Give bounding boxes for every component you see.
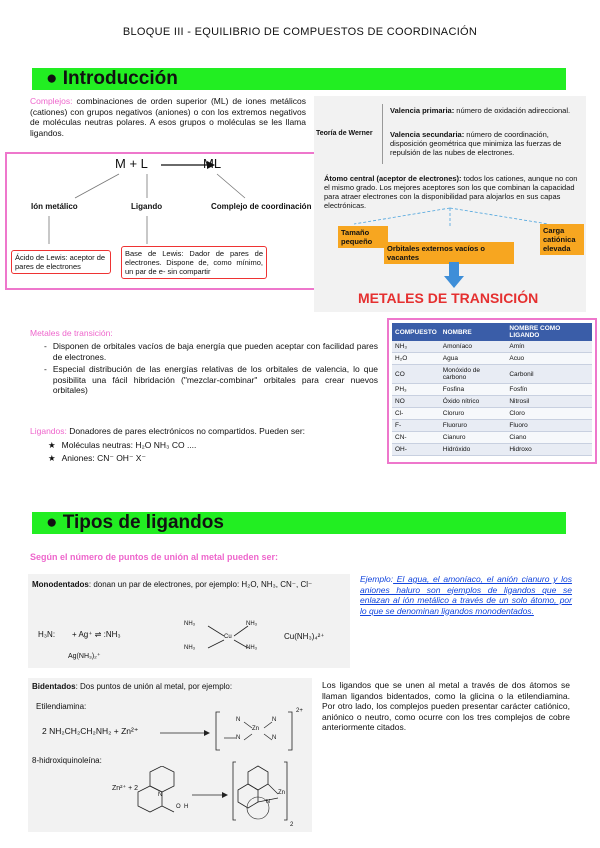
mono-complex-formula: Cu(NH₃)₄²⁺ <box>284 632 325 641</box>
ligandos-paragraph: Ligandos: Donadores de pares electrónicos no compartidos. Pueden ser: <box>30 426 306 436</box>
etilendiamina-label: Etilendiamina: <box>36 702 87 711</box>
mono-eq-sub: Ag(NH₃)₂⁺ <box>68 653 101 660</box>
monodentados-panel <box>28 574 350 668</box>
monodentados-text: Monodentados: donan un par de electrones, por ejemplo: H₂O, NH₃, CN⁻, Cl⁻ <box>32 580 313 589</box>
ligand-table-box <box>387 318 597 464</box>
orbitales-box: Orbitales externos vacíos o vacantes <box>384 242 514 264</box>
cu-ligand: NH₃ <box>184 645 196 651</box>
equation-right: ML <box>203 156 222 171</box>
section-title-tipos: ● Tipos de ligandos <box>32 512 566 534</box>
werner-panel <box>314 96 586 312</box>
table-row: PH₃ Fosfina Fosfín <box>392 384 592 396</box>
ligand-table <box>392 323 592 456</box>
cu-ligand: NH₃ <box>246 621 258 627</box>
tamano-box: Tamaño pequeño <box>338 226 388 248</box>
mono-eq-left: H₃N: <box>38 630 56 639</box>
o-atom: O <box>176 804 181 810</box>
metales-list <box>44 341 378 396</box>
cu-ligand: NH₃ <box>246 645 258 651</box>
lewis-base-box: Base de Lewis: Dador de pares de electrones. Dispone de, como mínimo, un par de e- sin compartir <box>121 246 267 279</box>
werner-divider <box>382 104 383 164</box>
n-atom: N <box>158 792 163 798</box>
valencia-primaria: Valencia primaria: número de oxidación adireccional. <box>390 106 571 115</box>
n-atom: N <box>236 735 241 741</box>
h-atom: H <box>184 804 189 810</box>
complejos-diagram <box>5 152 321 290</box>
ejemplo-paragraph: Ejemplo: El agua, el amoníaco, el anión cianuro y los aniones haluro son ejemplos de ligandos que se enlazan al ión metálico a través de un solo átomo, por lo que se denominan ligandos monodentados. <box>360 574 572 616</box>
ligandos-item: ★ Moléculas neutras: H₂O NH₃ CO .... <box>48 440 197 450</box>
charge-label: 2+ <box>296 708 303 714</box>
table-row: NH₃ Amoníaco Amín <box>392 341 592 353</box>
hidroxi-label: 8-hidroxiquinoleína: <box>32 756 102 765</box>
metales-transicion-title: METALES DE TRANSICIÓN <box>358 290 539 306</box>
bidentados-text: Bidentados: Dos puntos de unión al metal, por ejemplo: <box>32 682 233 691</box>
ion-metalico-label: Ión metálico <box>31 202 78 211</box>
metales-item: - Disponen de orbitales vacíos de baja energía que pueden aceptar con facilidad pares de electrones. <box>44 341 378 362</box>
zn-center: Zn <box>252 726 260 732</box>
metales-item: - Especial distribución de las energías relativas de los orbitales de valencia, lo que posibilita una fácil hibridación ("mezclar-combinar" orbitales para crear nuevos orbitales) <box>44 364 378 395</box>
cu-ligand: NH₃ <box>184 621 196 627</box>
charge-label: 2 <box>290 822 294 828</box>
reaction-arrow <box>158 728 212 738</box>
lewis-acid-box: Ácido de Lewis: aceptor de pares de electrones <box>11 250 111 274</box>
table-row: NO Óxido nítrico Nitrosil <box>392 396 592 408</box>
complejos-text: combinaciones de orden superior (ML) de iones metálicos (cationes) con grupos negativos (aniones) o con los extremos negativos de moléculas neutras polares. A esos grupos o moléculas se les llama ligandos. <box>30 96 306 138</box>
n-atom: N <box>266 799 270 805</box>
n-atom: N <box>272 717 277 723</box>
bidentados-description: Los ligandos que se unen al metal a través de dos átomos se llaman ligandos bidentados, como la glicina o la etilendiamina. Por otro lado, los complejos pueden presentar carácter catiónico, aniónico o neutro, como ocurre con los tres complejos de cobre anteriormente citados. <box>322 680 570 732</box>
n-atom: N <box>272 735 277 741</box>
bidentados-panel <box>28 678 312 832</box>
equation-left: M + L <box>115 156 148 171</box>
metales-label: Metales de transición: <box>30 328 113 338</box>
valencia-secundaria: Valencia secundaria: número de coordinación, disposición geométrica que minimiza las fuerzas de repulsión de las nubes de electrones. <box>390 130 562 157</box>
n-atom: N <box>236 717 241 723</box>
ligandos-item: ★ Aniones: CN⁻ OH⁻ X⁻ <box>48 452 146 463</box>
complejo-label: Complejo de coordinación <box>211 202 312 211</box>
star-icon: ★ <box>48 440 56 450</box>
atomo-central: Átomo central (aceptor de electrones): todos los cationes, aunque no con el mismo grado. Los mejores aceptores son los que combinan la capacidad para atraer electrones con la disponibilidad para alojarlos en sus capas electrónicas. <box>324 174 578 210</box>
zn-center: Zn <box>278 790 286 796</box>
teoria-werner: Teoría de Werner <box>316 130 373 137</box>
table-row: OH- Hidróxido Hidroxo <box>392 444 592 456</box>
carga-box: Carga catiónica elevada <box>540 224 584 255</box>
table-row: Cl- Cloruro Cloro <box>392 408 592 420</box>
table-row: CN- Cianuro Ciano <box>392 432 592 444</box>
complejos-paragraph <box>30 96 306 138</box>
page-title: BLOQUE III - EQUILIBRIO DE COMPUESTOS DE COORDINACIÓN <box>122 26 478 38</box>
hidroxi-eq: Zn²⁺ + 2 <box>112 785 139 792</box>
star-icon: ★ <box>48 452 56 463</box>
section-title-introduccion: ● Introducción <box>32 68 566 90</box>
ligando-label: Ligando <box>131 202 163 211</box>
etilen-eq: 2 NH₂CH₂CH₂NH₂ + Zn²⁺ <box>42 726 139 736</box>
reaction-arrow <box>190 790 230 800</box>
cu-center: Cu <box>224 634 232 640</box>
mono-eq-mid: + Ag⁺ ⇌ :NH₃ <box>72 630 121 639</box>
ligandos-list <box>48 440 308 463</box>
down-arrow-icon <box>444 262 464 288</box>
table-header-row: COMPUESTO NOMBRE NOMBRE COMO LIGANDO <box>392 323 592 341</box>
tipos-subtitle: Según el número de puntos de unión al metal pueden ser: <box>30 552 279 562</box>
table-row: CO Monóxido de carbono Carbonil <box>392 365 592 384</box>
table-row: H₂O Agua Acuo <box>392 353 592 365</box>
complejos-label: Complejos: <box>30 96 73 106</box>
table-row: F- Fluoruro Fluoro <box>392 420 592 432</box>
